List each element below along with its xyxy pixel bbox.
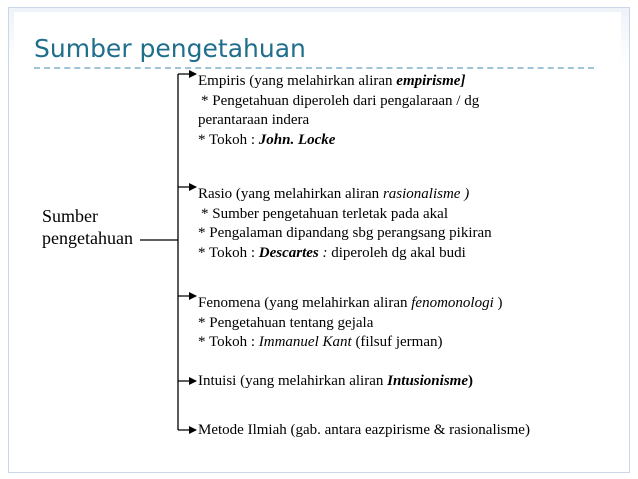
empiris-tokoh [198, 131, 479, 151]
rasio-tokoh-name: Descartes [258, 244, 319, 261]
root-label-line2: pengetahuan [42, 228, 133, 248]
branch-empiris [198, 72, 479, 150]
rasio-heading [198, 185, 492, 205]
rasio-heading-emph: rasionalisme ) [382, 186, 470, 202]
intuisi-heading [198, 372, 473, 392]
empiris-heading [198, 72, 479, 92]
empiris-tokoh-label: * Tokoh : [198, 131, 259, 148]
intuisi-heading-close: ) [467, 373, 473, 389]
rasio-point-2: * Pengalaman dipandang sbg perangsang pikiran [198, 225, 492, 241]
fenomena-tokoh [198, 333, 503, 353]
intuisi-heading-emph: Intusionisme [387, 373, 468, 389]
slide-title: Sumber pengetahuan [34, 34, 306, 63]
fenomena-heading [198, 294, 503, 314]
rasio-tokoh-label: * Tokoh : [198, 244, 259, 261]
rasio-tokoh-sep: : [318, 244, 332, 261]
branch-metode [198, 421, 530, 441]
rasio-tokoh [198, 244, 492, 264]
rasio-heading-text: Rasio (yang melahirkan aliran [198, 186, 383, 202]
empiris-tokoh-name: John. Locke [258, 131, 336, 148]
fenomena-tokoh-name: Immanuel Kant [258, 334, 352, 350]
empiris-point-1: * Pengetahuan diperoleh dari pengalaraan / dg [201, 92, 480, 109]
branch-intuisi [198, 372, 473, 392]
intuisi-heading-text: Intuisi (yang melahirkan aliran [198, 373, 388, 389]
metode-heading: Metode Ilmiah (gab. antara eazpirisme & rasionalisme) [198, 422, 530, 438]
fenomena-tokoh-note: (filsuf jerman) [351, 334, 443, 350]
fenomena-tokoh-label: * Tokoh : [198, 334, 259, 350]
fenomena-heading-close: ) [493, 295, 503, 311]
empiris-point-1-cont: perantaraan indera [198, 112, 310, 128]
empiris-heading-text: Empiris (yang melahirkan aliran [198, 73, 397, 89]
fenomena-heading-emph: fenomonologi [411, 295, 494, 311]
root-label-line1: Sumber [42, 206, 98, 226]
empiris-heading-emph: empirisme] [396, 73, 466, 89]
fenomena-point-1: * Pengetahuan tentang gejala [198, 314, 374, 331]
branch-rasio [198, 185, 492, 263]
branch-fenomena [198, 294, 503, 353]
rasio-point-1: * Sumber pengetahuan terletak pada akal [201, 205, 448, 222]
fenomena-heading-text: Fenomena (yang melahirkan aliran [198, 295, 412, 311]
rasio-tokoh-note: diperoleh dg akal budi [331, 244, 466, 261]
